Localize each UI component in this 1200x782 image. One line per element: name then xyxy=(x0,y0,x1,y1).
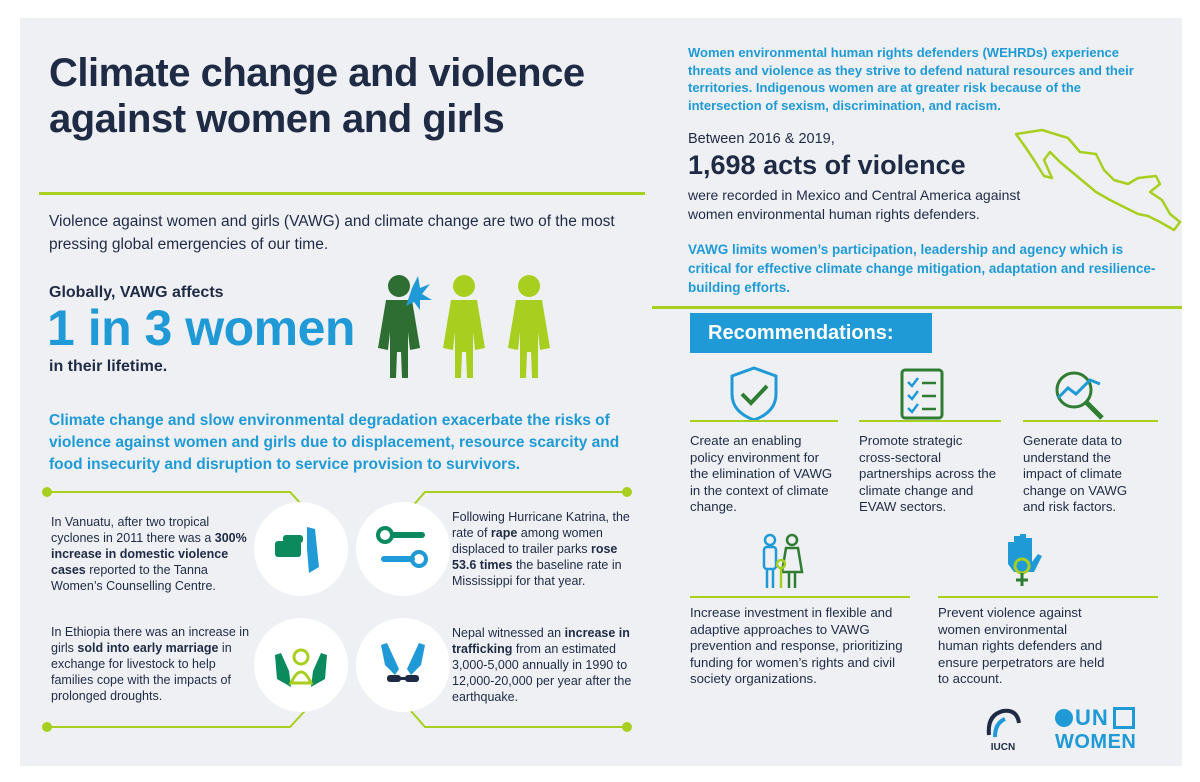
iucn-logo xyxy=(983,705,1023,751)
case-icon-circle xyxy=(356,618,450,712)
stat-tail: in their lifetime. xyxy=(49,358,168,375)
case-vanuatu: In Vanuatu, after two tropical cyclones in 2011 there was a 300% increase in domestic violence cases reported to the Tanna Women’s Counselling Centre. xyxy=(51,515,247,593)
data-magnifier-icon xyxy=(1050,364,1110,424)
case-icon-circle xyxy=(356,502,450,596)
page-title: Climate change and violence against women and girls xyxy=(49,51,585,141)
right-divider xyxy=(652,306,1182,309)
woman-figure-green-icon-2 xyxy=(508,275,550,378)
hand-stop-icon xyxy=(271,519,331,579)
stat-lead: Globally, VAWG affects xyxy=(49,284,224,301)
rec-divider xyxy=(859,420,1001,422)
protecting-hands-icon xyxy=(271,635,331,695)
recommendation-5: Prevent violence against women environmental human rights defenders and ensure perpetrators are held to account. xyxy=(938,605,1105,686)
iucn-logo-text: IUCN xyxy=(990,742,1016,753)
rec-divider xyxy=(938,596,1158,598)
checklist-icon xyxy=(892,364,952,424)
acts-of-violence-stat: 1,698 acts of violence xyxy=(688,150,966,180)
shield-check-icon xyxy=(724,364,784,424)
hand-venus-icon xyxy=(992,530,1052,590)
rec-divider xyxy=(690,596,910,598)
vawg-limits-text: VAWG limits women’s participation, leadership and agency which is critical for effective climate change mitigation, adaptation and resilience-building efforts. xyxy=(688,242,1156,295)
recommendations-heading: Recommendations: xyxy=(690,313,932,353)
bound-hands-icon xyxy=(373,635,433,695)
case-icon-circle xyxy=(254,618,348,712)
woman-figure-green-icon xyxy=(443,275,485,378)
iucn-emblem-icon xyxy=(983,705,1023,741)
mexico-map-icon xyxy=(1010,126,1190,238)
recommendation-3: Generate data to understand the impact of climate change on VAWG and risk factors. xyxy=(1023,433,1128,514)
un-women-logo xyxy=(1055,705,1165,755)
case-katrina: Following Hurricane Katrina, the rate of rape among women displaced to trailer parks rose 53.6 times the baseline rate in Mississippi for that year. xyxy=(452,510,630,588)
recommendation-2: Promote strategic cross-sectoral partnerships across the climate change and EVAW sectors. xyxy=(859,433,997,514)
recorded-text: were recorded in Mexico and Central America against women environmental human rights defenders. xyxy=(688,187,1021,222)
between-text: Between 2016 & 2019, xyxy=(688,131,835,147)
title-divider xyxy=(39,192,645,195)
wehrd-text: Women environmental human rights defenders (WEHRDs) experience threats and violence as they strive to defend natural resources and their territories. Indigenous women are at greater risk because of the intersection of sexism, discrimination, and racism. xyxy=(688,45,1134,113)
family-icon xyxy=(752,532,812,592)
un-hash-icon xyxy=(1113,707,1135,729)
women-logo-text: WOMEN xyxy=(1055,731,1137,753)
handcuffs-icon xyxy=(373,519,433,579)
case-ethiopia: In Ethiopia there was an increase in girls sold into early marriage in exchange for livestock to help families cope with the impacts of prolonged droughts. xyxy=(51,625,250,703)
un-emblem-icon xyxy=(1055,709,1073,727)
climate-paragraph: Climate change and slow environmental degradation exacerbate the risks of violence against women and girls due to displacement, resource scarcity and food insecurity and disruption to service provision to survivors. xyxy=(49,412,620,473)
rec-divider xyxy=(1023,420,1158,422)
intro-text: Violence against women and girls (VAWG) and climate change are two of the most pressing global emergencies of our time. xyxy=(49,213,615,253)
woman-figure-dark-icon xyxy=(378,275,432,378)
rec-divider xyxy=(690,420,838,422)
un-logo-text: UN xyxy=(1075,705,1109,730)
case-icon-circle xyxy=(254,502,348,596)
women-figures-icon xyxy=(374,270,564,390)
case-nepal: Nepal witnessed an increase in trafficking from an estimated 3,000-5,000 annually in 1990 to 12,000-20,000 per year after the earthquake. xyxy=(452,626,632,704)
recommendation-4: Increase investment in flexible and adaptive approaches to VAWG prevention and response, prioritizing funding for women’s rights and civil society organizations. xyxy=(690,605,903,686)
stat-big: 1 in 3 women xyxy=(47,300,355,356)
recommendation-1: Create an enabling policy environment for the elimination of VAWG in the context of climate change. xyxy=(690,433,833,514)
